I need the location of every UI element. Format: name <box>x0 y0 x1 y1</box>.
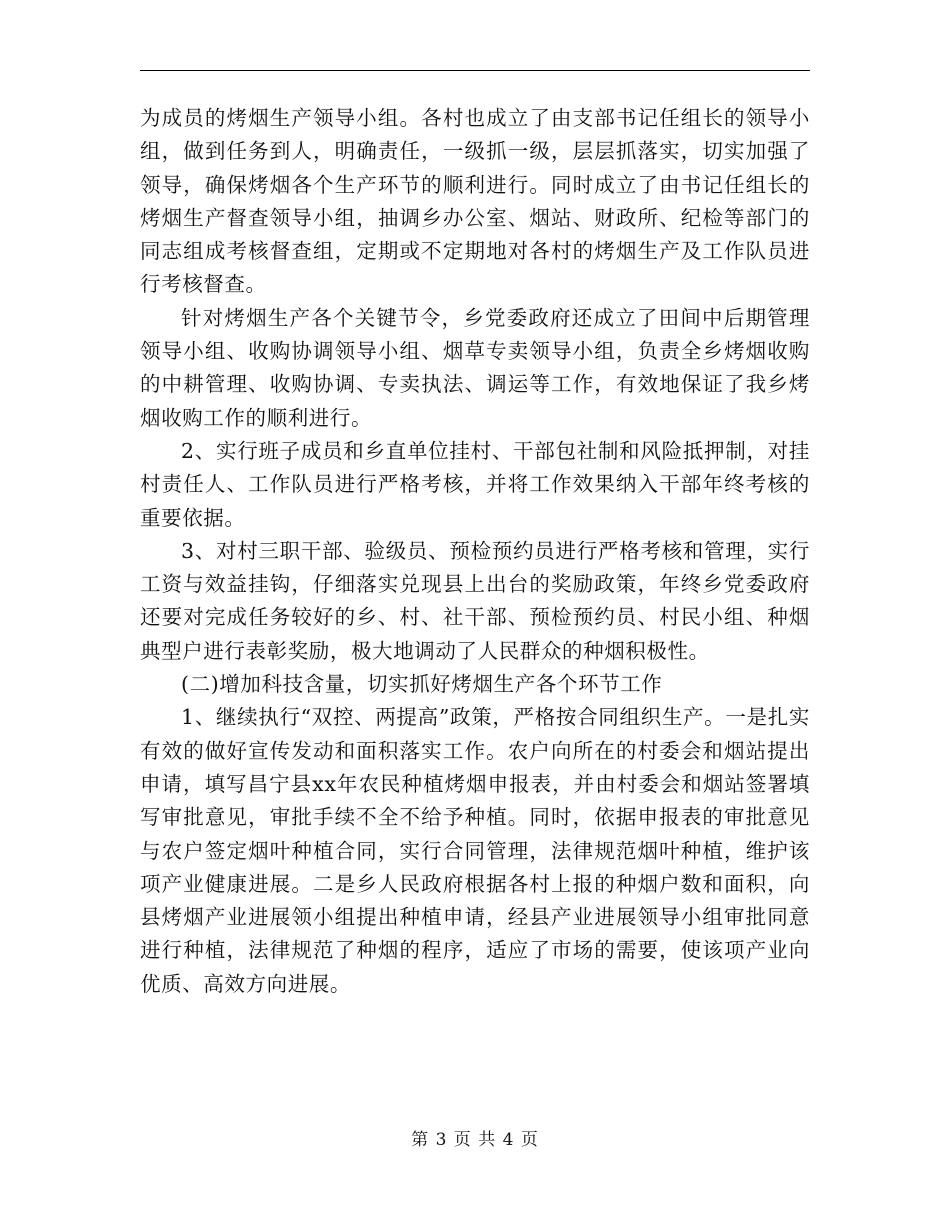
document-body <box>140 102 810 1001</box>
paragraph-3: 2、实行班子成员和乡直单位挂村、干部包社制和风险抵押制，对挂村责任人、工作队员进行严格考核，并将工作效果纳入干部年终考核的重要依据。 <box>140 438 810 530</box>
paragraph-1: 为成员的烤烟生产领导小组。各村也成立了由支部书记任组长的领导小组，做到任务到人，明确责任，一级抓一级，层层抓落实，切实加强了领导，确保烤烟各个生产环节的顺利进行。同时成立了由书记任组长的烤烟生产督查领导小组，抽调乡办公室、烟站、财政所、纪检等部门的同志组成考核督查组，定期或不定期地对各村的烤烟生产及工作队员进行考核督查。 <box>140 106 810 297</box>
paragraph-2: 针对烤烟生产各个关键节令，乡党委政府还成立了田间中后期管理领导小组、收购协调领导小组、烟草专卖领导小组，负责全乡烤烟收购的中耕管理、收购协调、专卖执法、调运等工作，有效地保证了我乡烤烟收购工作的顺利进行。 <box>140 305 810 430</box>
page-number-footer: 第 3 页 共 4 页 <box>411 1130 539 1150</box>
header-rule <box>140 70 810 71</box>
section-heading: (二)增加科技含量，切实抓好烤烟生产各个环节工作 <box>181 672 663 697</box>
paragraph-4: 3、对村三职干部、验级员、预检预约员进行严格考核和管理，实行工资与效益挂钩，仔细落实兑现县上出台的奖励政策，年终乡党委政府还要对完成任务较好的乡、村、社干部、预检预约员、村民小组、种烟典型户进行表彰奖励，极大地调动了人民群众的种烟积极性。 <box>140 538 810 663</box>
paragraph-5: 1、继续执行“双控、两提高”政策，严格按合同组织生产。一是扎实有效的做好宣传发动和面积落实工作。农户向所在的村委会和烟站提出申请，填写昌宁县xx年农民种植烤烟申报表，并由村委会和烟站签署填写审批意见，审批手续不全不给予种植。同时，依据申报表的审批意见与农户签定烟叶种植合同，实行合同管理，法律规范烟叶种植，维护该项产业健康进展。二是乡人民政府根据各村上报的种烟户数和面积，向县烤烟产业进展领小组提出种植申请，经县产业进展领导小组审批同意进行种植，法律规范了种烟的程序，适应了市场的需要，使该项产业向优质、高效方向进展。 <box>140 705 810 996</box>
